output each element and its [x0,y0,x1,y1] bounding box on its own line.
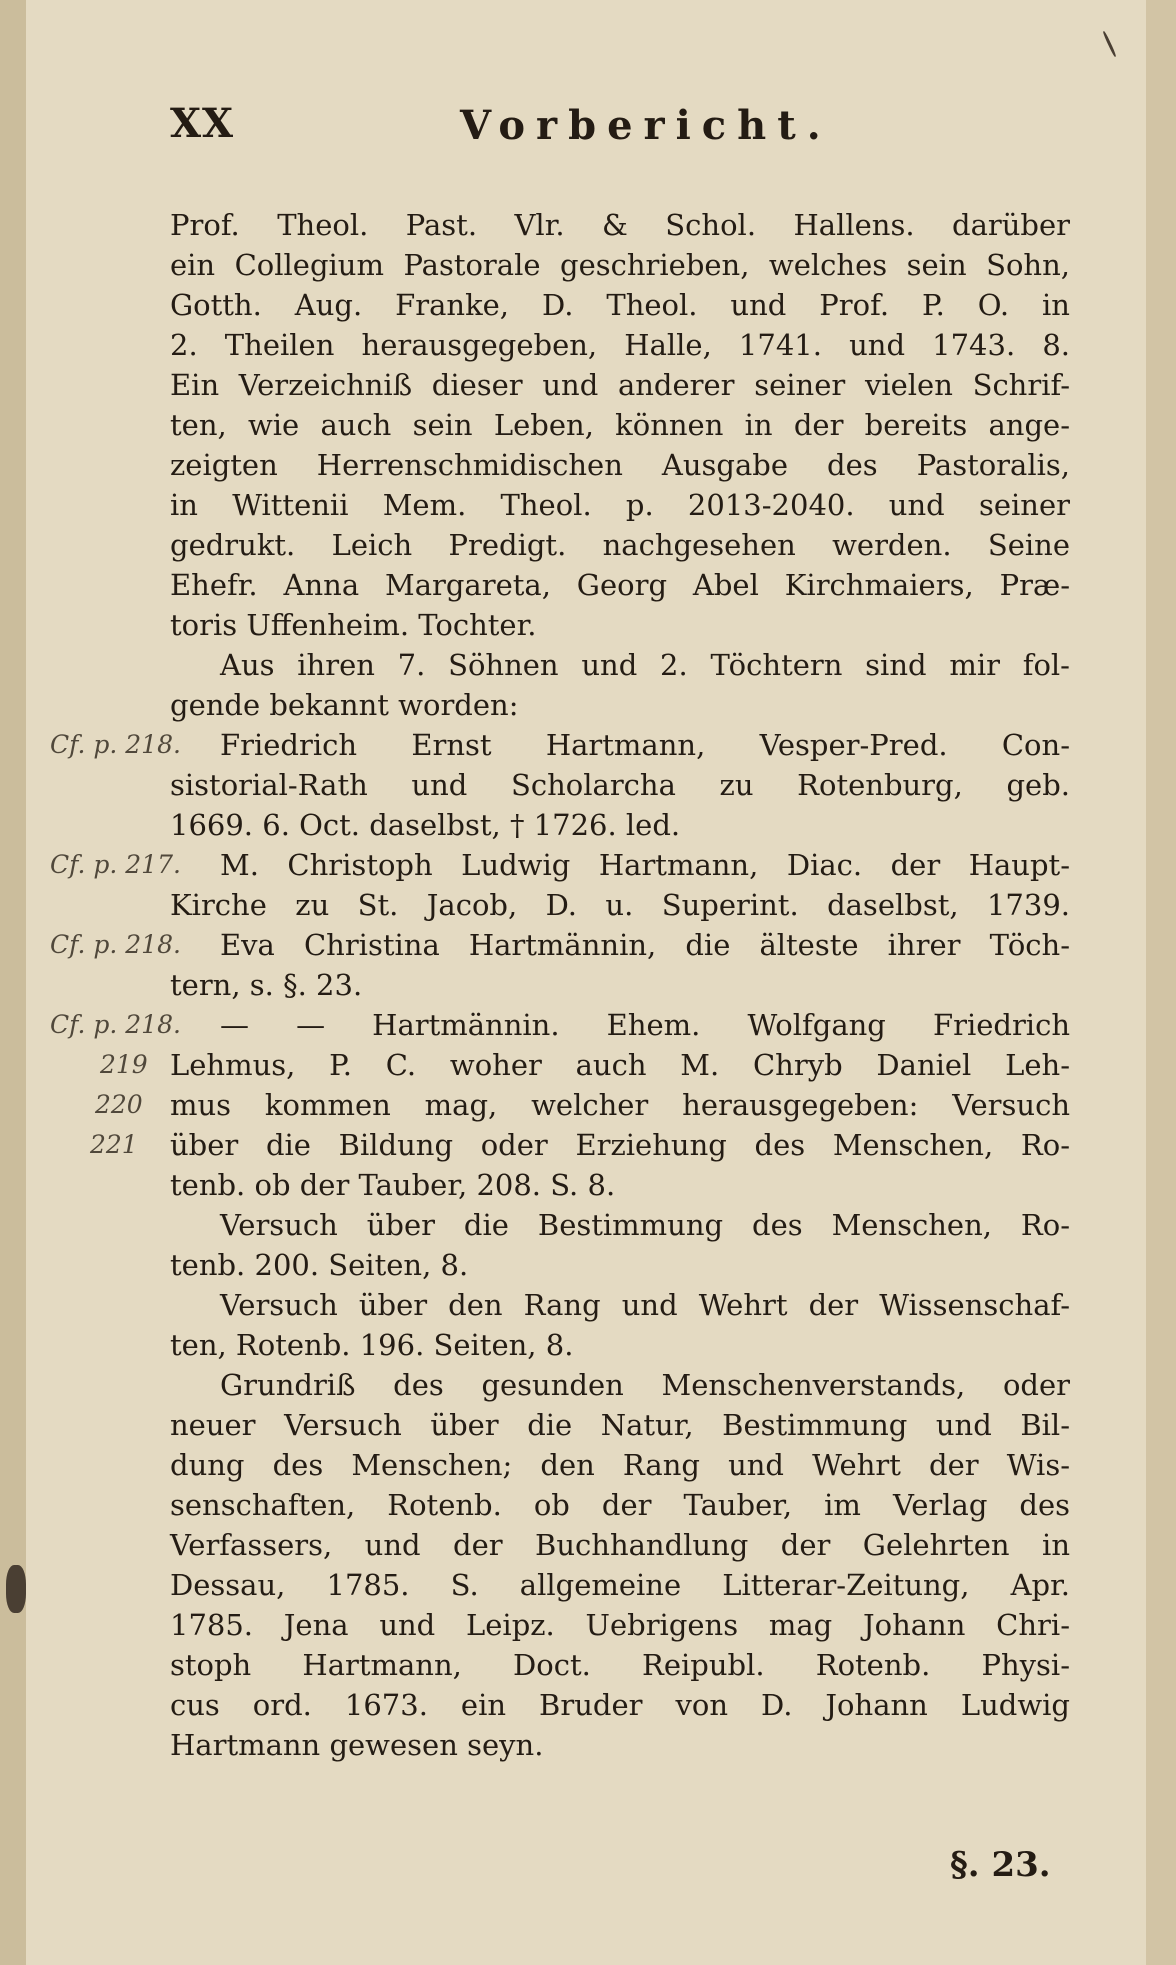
text-line: 1669. 6. Oct. daselbst, † 1726. led. [170,808,681,842]
margin-note: Cf. p. 218. [50,730,181,759]
text-line: senschaften, Rotenb. ob der Tauber, im Verlag des [170,1488,1070,1522]
entry-text: über die Bildung oder Erziehung des Menschen, Ro- [170,1128,1070,1162]
margin-note: 219 [100,1050,148,1079]
margin-note: 221 [90,1130,138,1159]
text-line: Ein Verzeichniß dieser und anderer seiner vielen Schrif- [170,368,1070,402]
text-line: ein Collegium Pastorale geschrieben, welches sein Sohn, [170,248,1070,282]
entry-line [50,925,1070,965]
text-line: Versuch über die Bestimmung des Menschen, Ro- [220,1208,1070,1242]
text-line: Verfassers, und der Buchhandlung der Gelehrten in [170,1528,1070,1562]
text-line: tenb. 200. Seiten, 8. [170,1248,469,1282]
margin-note: Cf. p. 218. [50,1010,181,1039]
text-line: gende bekannt worden: [170,688,519,722]
entry-text: M. Christoph Ludwig Hartmann, Diac. der Haupt- [220,848,1070,882]
entry-text: — — Hartmännin. Ehem. Wolfgang Friedrich [220,1008,1070,1042]
text-line: Hartmann gewesen seyn. [170,1728,544,1762]
entry-line [50,1005,1070,1045]
text-line: Grundriß des gesunden Menschenverstands, oder [220,1368,1070,1402]
page-number: XX [170,100,235,147]
text-line: 2. Theilen herausgegeben, Halle, 1741. und 1743. 8. [170,328,1070,362]
text-line: toris Uffenheim. Tochter. [170,608,537,642]
ink-mark [1102,31,1117,58]
text-line: tern, s. §. 23. [170,968,363,1002]
text-line: 1785. Jena und Leipz. Uebrigens mag Johann Chri- [170,1608,1070,1642]
page-edge-shadow [1146,0,1176,1965]
text-line: Aus ihren 7. Söhnen und 2. Töchtern sind mir fol- [220,648,1070,682]
text-line: in Wittenii Mem. Theol. p. 2013-2040. und seiner [170,488,1070,522]
text-line: ten, wie auch sein Leben, können in der bereits ange- [170,408,1070,442]
entry-text: Eva Christina Hartmännin, die älteste ihrer Töch- [220,928,1070,962]
entry-line [95,1085,1070,1125]
text-line: stoph Hartmann, Doct. Reipubl. Rotenb. Physi- [170,1648,1070,1682]
entry-text: Lehmus, P. C. woher auch M. Chryb Daniel Leh- [170,1048,1070,1082]
margin-note: Cf. p. 217. [50,850,181,879]
margin-note: 220 [95,1090,143,1119]
entry-text: mus kommen mag, welcher herausgegeben: Versuch [170,1088,1070,1122]
text-line: Dessau, 1785. S. allgemeine Litterar-Zeitung, Apr. [170,1568,1070,1602]
entry-line [100,1045,1070,1085]
entry-line [90,1125,1070,1165]
text-line: gedrukt. Leich Predigt. nachgesehen werden. Seine [170,528,1070,562]
text-line: Prof. Theol. Past. Vlr. & Schol. Hallens. darüber [170,208,1070,242]
catchword: §. 23. [950,1845,1051,1885]
page-gutter-shadow [0,0,26,1965]
margin-note: Cf. p. 218. [50,930,181,959]
text-line: Kirche zu St. Jacob, D. u. Superint. daselbst, 1739. [170,888,1070,922]
body-text [50,205,1070,1765]
entry-text: Friedrich Ernst Hartmann, Vesper-Pred. Con- [220,728,1070,762]
ink-blot [6,1565,26,1613]
text-line: tenb. ob der Tauber, 208. S. 8. [170,1168,616,1202]
entry-line [50,845,1070,885]
text-line: Versuch über den Rang und Wehrt der Wissenschaf- [220,1288,1070,1322]
text-line: dung des Menschen; den Rang und Wehrt der Wis- [170,1448,1070,1482]
text-line: cus ord. 1673. ein Bruder von D. Johann Ludwig [170,1688,1070,1722]
text-line: Gotth. Aug. Franke, D. Theol. und Prof. P. O. in [170,288,1070,322]
text-line: zeigten Herrenschmidischen Ausgabe des Pastoralis, [170,448,1070,482]
text-line: neuer Versuch über die Natur, Bestimmung und Bil- [170,1408,1070,1442]
entry-line [50,725,1070,765]
page-header [170,100,1070,160]
text-line: ten, Rotenb. 196. Seiten, 8. [170,1328,574,1362]
text-line: sistorial-Rath und Scholarcha zu Rotenburg, geb. [170,768,1070,802]
running-title: Vorbericht. [460,102,832,149]
text-line: Ehefr. Anna Margareta, Georg Abel Kirchmaiers, Præ- [170,568,1070,602]
